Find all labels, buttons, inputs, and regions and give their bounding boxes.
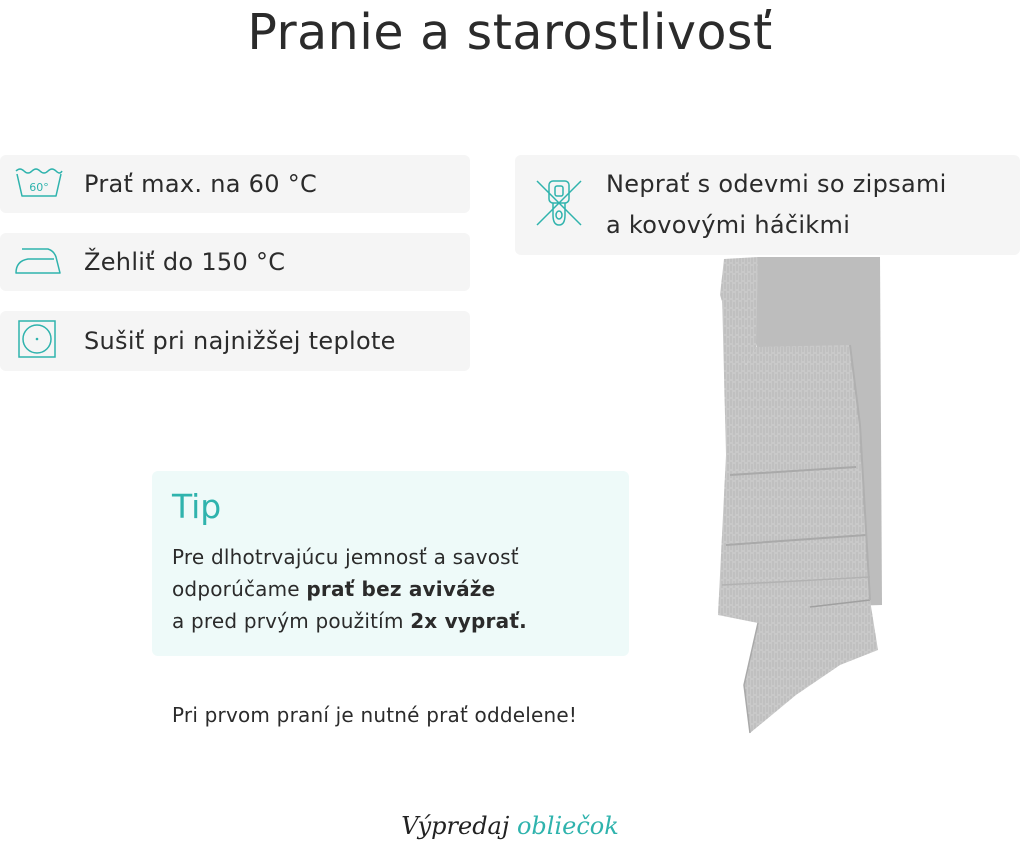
care-label-zip-line2: a kovovými háčikmi [606, 211, 851, 239]
care-label-iron: Žehliť do 150 °C [84, 248, 286, 276]
tip-line3-prefix: a pred prvým použitím [172, 609, 411, 633]
wash-note: Pri prvom praní je nutné prať oddelene! [172, 703, 578, 727]
brand-logo [0, 812, 1020, 840]
iron-icon [14, 243, 64, 281]
care-label-dry: Sušiť pri najnižšej teplote [84, 327, 396, 355]
tumble-dry-low-icon [14, 319, 60, 363]
wash-60-icon [14, 165, 64, 203]
page-title: Pranie a starostlivosť [247, 4, 773, 61]
care-item-zip [515, 155, 1020, 255]
tip-line3-bold: 2x vyprať. [410, 609, 527, 633]
care-label-zip-line1: Neprať s odevmi so zipsami [606, 170, 947, 198]
tip-text [172, 541, 622, 637]
tip-title: Tip [172, 487, 222, 526]
care-item-wash [0, 155, 470, 213]
svg-text:60°: 60° [29, 181, 49, 194]
care-label-wash: Prať max. na 60 °C [84, 170, 318, 198]
tip-line2-bold: prať bez aviváže [306, 577, 496, 601]
tip-box [152, 471, 629, 656]
care-label-zip [606, 164, 1016, 246]
brand-part2: obliečok [516, 812, 619, 840]
tip-line1: Pre dlhotrvajúcu jemnosť a savosť [172, 545, 519, 569]
brand-part1: Výpredaj [401, 812, 510, 840]
care-item-dry [0, 311, 470, 371]
tip-line2-prefix: odporúčame [172, 577, 307, 601]
no-zipper-icon [533, 177, 585, 233]
care-item-iron [0, 233, 470, 291]
towel-image [700, 255, 890, 739]
